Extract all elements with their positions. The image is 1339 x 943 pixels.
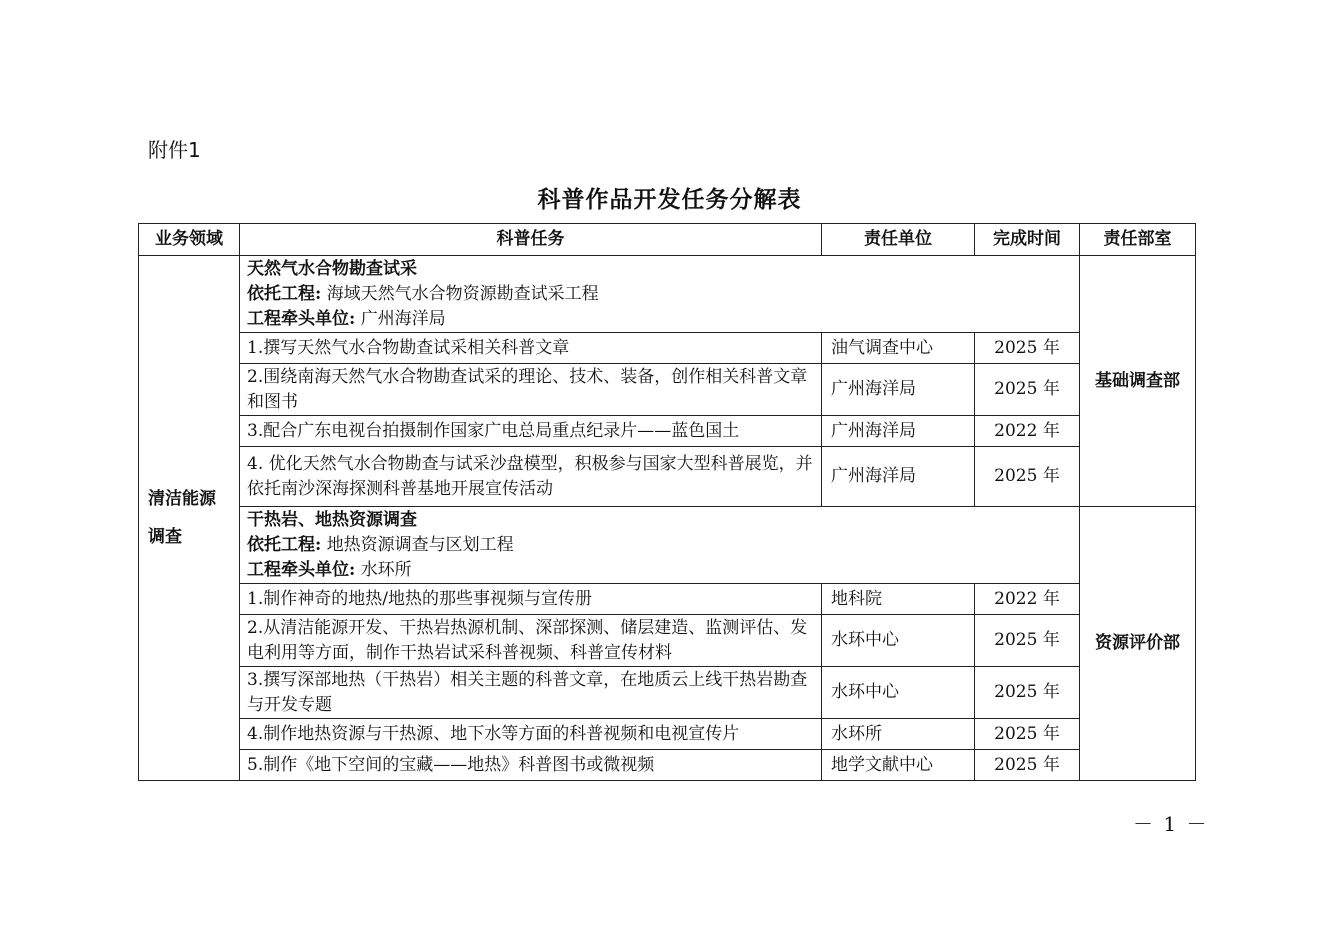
unit-cell: 广州海洋局 [822,416,975,447]
unit-cell: 油气调查中心 [822,333,975,364]
table-row [139,447,1196,507]
task-cell: 2.从清洁能源开发、干热岩热源机制、深部探测、储层建造、监测评估、发电利用等方面，制作干热岩试采科普视频、科普宣传材料 [240,615,822,667]
year-cell: 2025 年 [975,364,1080,416]
task-cell: 1.撰写天然气水合物勘查试采相关科普文章 [240,333,822,364]
project-lead: 工程牵头单位: 广州海洋局 [247,308,446,329]
page-title: 科普作品开发任务分解表 [537,186,802,213]
year-cell: 2025 年 [975,750,1080,781]
task-cell: 3.撰写深部地热（干热岩）相关主题的科普文章，在地质云上线干热岩勘查与开发专题 [240,667,822,719]
business-area-line2: 调查 [148,527,182,547]
column-header-area: 业务领域 [139,224,240,256]
project-title: 天然气水合物勘查试采 [247,258,417,279]
task-cell: 3.配合广东电视台拍摄制作国家广电总局重点纪录片——蓝色国土 [240,416,822,447]
column-header-task: 科普任务 [240,224,822,256]
table-row [139,364,1196,416]
business-area-cell [139,256,240,781]
unit-cell: 广州海洋局 [822,364,975,416]
department-cell: 基础调查部 [1080,256,1196,507]
year-cell: 2025 年 [975,667,1080,719]
project-basis: 依托工程: 地热资源调查与区划工程 [247,534,514,555]
table-row [139,507,1196,584]
year-cell: 2022 年 [975,584,1080,615]
column-header-time: 完成时间 [975,224,1080,256]
task-table [138,223,1196,781]
project-title: 干热岩、地热资源调查 [247,509,417,530]
year-cell: 2025 年 [975,615,1080,667]
project-header-cell [240,256,1080,333]
year-cell: 2025 年 [975,333,1080,364]
column-header-unit: 责任单位 [822,224,975,256]
unit-cell: 水环中心 [822,667,975,719]
unit-cell: 地科院 [822,584,975,615]
year-cell: 2022 年 [975,416,1080,447]
unit-cell: 水环中心 [822,615,975,667]
table-header-row [139,224,1196,256]
table-row [139,667,1196,719]
task-cell: 5.制作《地下空间的宝藏——地热》科普图书或微视频 [240,750,822,781]
task-cell: 2.围绕南海天然气水合物勘查试采的理论、技术、装备，创作相关科普文章和图书 [240,364,822,416]
project-header-cell [240,507,1080,584]
table-row [139,719,1196,750]
business-area-line1: 清洁能源 [148,489,216,509]
table-row [139,256,1196,333]
project-basis: 依托工程: 海域天然气水合物资源勘查试采工程 [247,283,599,304]
table-row [139,615,1196,667]
table-row [139,416,1196,447]
year-cell: 2025 年 [975,447,1080,507]
table-row [139,584,1196,615]
page-number: － 1 － [1133,812,1209,836]
column-header-department: 责任部室 [1080,224,1196,256]
project-lead: 工程牵头单位: 水环所 [247,559,412,580]
table-row [139,333,1196,364]
table-row [139,750,1196,781]
year-cell: 2025 年 [975,719,1080,750]
task-cell: 4.制作地热资源与干热源、地下水等方面的科普视频和电视宣传片 [240,719,822,750]
attachment-label: 附件1 [148,138,201,162]
unit-cell: 地学文献中心 [822,750,975,781]
task-cell: 1.制作神奇的地热/地热的那些事视频与宣传册 [240,584,822,615]
task-cell: 4. 优化天然气水合物勘查与试采沙盘模型，积极参与国家大型科普展览，并依托南沙深海探测科普基地开展宣传活动 [240,447,822,507]
unit-cell: 广州海洋局 [822,447,975,507]
unit-cell: 水环所 [822,719,975,750]
department-cell: 资源评价部 [1080,507,1196,781]
